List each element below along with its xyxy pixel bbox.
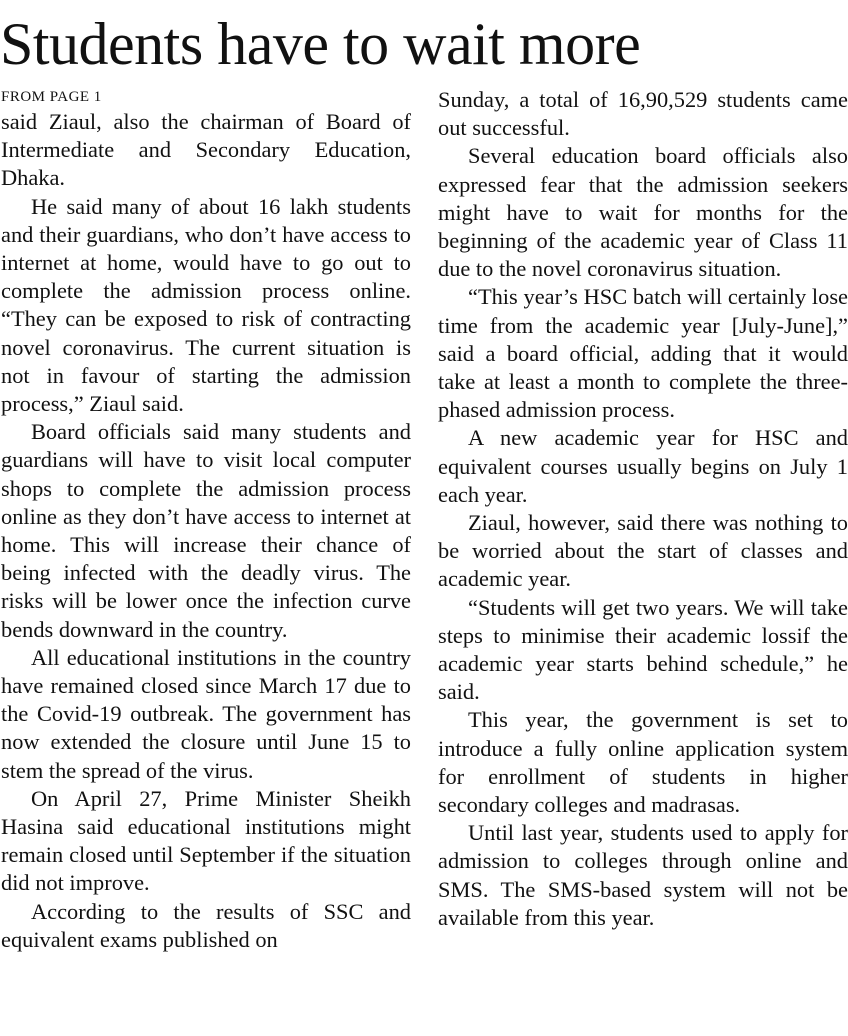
headline: Students have to wait more [0,11,641,77]
paragraph: On April 27, Prime Minister Sheikh Hasina said educational institutions might remain closed until September if the situation did not improve. [1,785,411,896]
left-column [1,86,411,954]
paragraph: Board officials said many students and guardians will have to visit local computer shops to complete the admission process online as they don’t have access to internet at home. This will increase their chance of being infected with the deadly virus. The risks will be lower once the infection curve bends downward in the country. [1,419,411,642]
paragraph: A new academic year for HSC and equivalent courses usually begins on July 1 each year. [438,425,848,507]
paragraph: “Students will get two years. We will take steps to minimise their academic lossif the academic year starts behind schedule,” he said. [438,594,848,705]
paragraph: According to the results of SSC and equivalent exams published on [1,898,411,952]
paragraph: This year, the government is set to introduce a fully online application system for enrollment of students in higher secondary colleges and madrasas. [438,707,848,818]
paragraph: All educational institutions in the country have remained closed since March 17 due to the Covid-19 outbreak. The government has now extended the closure until June 15 to stem the spread of the virus. [1,644,411,783]
jump-line: FROM PAGE 1 [1,89,102,105]
paragraph: said Ziaul, also the chairman of Board of Intermediate and Secondary Education, Dhaka. [1,109,411,191]
right-column [438,86,848,932]
paragraph: He said many of about 16 lakh students and their guardians, who don’t have access to internet at home, would have to go out to complete the admission process online. “They can be exposed to risk of contracting novel coronavirus. The current situation is not in favour of starting the admission process,” Ziaul said. [1,193,411,417]
paragraph: Until last year, students used to apply for admission to colleges through online and SMS. The SMS-based system will not be available from this year. [438,820,848,930]
paragraph: “This year’s HSC batch will certainly lose time from the academic year [July-June],” said a board official, adding that it would take at least a month to complete the three-phased admission process. [438,284,848,423]
paragraph: Ziaul, however, said there was nothing to be worried about the start of classes and academic year. [438,510,848,592]
paragraph: Sunday, a total of 16,90,529 students came out successful. [438,87,848,141]
paragraph: Several education board officials also expressed fear that the admission seekers might have to wait for months for the beginning of the academic year of Class 11 due to the novel coronavirus situation. [438,143,848,282]
